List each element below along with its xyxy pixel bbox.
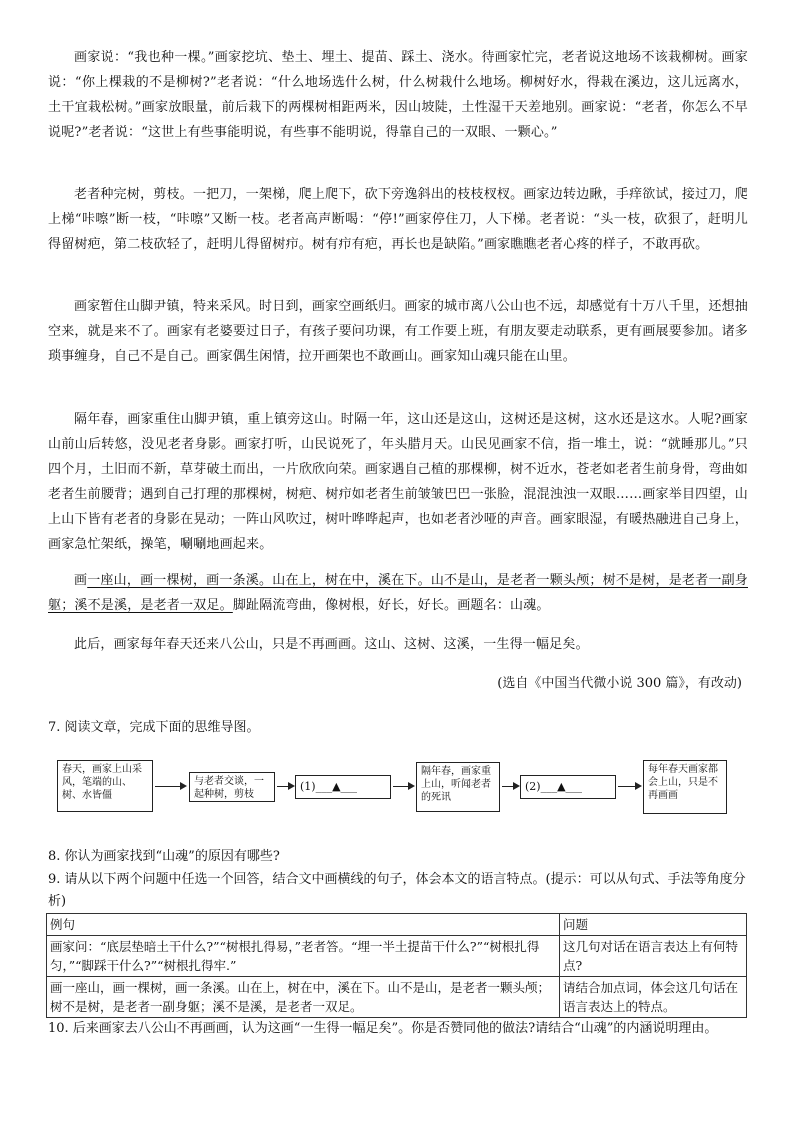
paragraph-5 <box>48 568 748 618</box>
table-cell-question-2: 请结合加点词，体会这几句话在语言表达上的特点。 <box>560 977 747 1018</box>
question-7: 7. 阅读文章，完成下面的思维导图。 <box>48 720 260 735</box>
paragraph-1: 画家说：“我也种一棵。”画家挖坑、垫土、埋土、提苗、踩土、浇水。待画家忙完，老者说这地场不该栽柳树。画家说：“你上棵栽的不是柳树?”老者说：“什么地场选什么树，什么树栽什么地场。柳树好水，得栽在溪边，这儿远离水，土干宜栽松树。”画家放眼量，前后栽下的两棵树相距两米，因山坡陡，土性湿干天差地别。画家说：“老者，你怎么不早说呢?”老者说：“这世上有些事能明说，有些事不能明说，得靠自己的一双眼、一颗心。” <box>48 50 748 140</box>
question-8: 8. 你认为画家找到“山魂”的原因有哪些? <box>48 849 280 864</box>
mindmap-blank-2: (2)___▲___ <box>520 775 616 799</box>
arrow-3-icon <box>393 786 413 787</box>
paragraph-4: 隔年春，画家重住山脚尹镇，重上镇旁这山。时隔一年，这山还是这山，这树还是这树，这水还是这水。人呢?画家山前山后转悠，没见老者身影。画家打听，山民说死了，年头腊月天。山民见画家不信，指一堆土，说：“就睡那儿。”只四个月，土旧而不新，草芽破土而出，一片欣欣向荣。画家遇自己植的那棵柳，树不近水，苍老如老者生前身骨，弯曲如老者生前腰背；遇到自己打理的那棵树，树疤、树疖如老者生前皱皱巴巴一张脸，混混浊浊一双眼……画家举目四望，山上山下皆有老者的身影在晃动；一阵山风吹过，树叶哗哗起声，也如老者沙哑的声音。画家眼湿，有暖热融进自己身上，画家急忙架纸，操笔，唰唰地画起来。 <box>48 412 748 552</box>
paragraph-5-suffix: 脚趾隔流弯曲，像树根，好长，好长。画题名：山魂。 <box>232 598 550 613</box>
paragraph-5-prefix: 画 <box>74 573 88 588</box>
question-9: 9. 请从以下两个问题中任选一个回答，结合文中画横线的句子，体会本文的语言特点。(提示：可以从句式、手法等角度分析) <box>48 872 746 909</box>
underlined-sentence: 一座山，画一棵树，画一条溪。山在上，树在中，溪在下。山不是山，是老者一颗头颅；树不是树，是老者一副身躯；溪不是溪，是老者一双足。 <box>48 573 748 613</box>
table-cell-example-1: 画家问：“底层垫暗土干什么?”“树根扎得易，”老者答。“埋一半土提苗干什么?”“树根扎得匀，”“脚踩干什么?”“树根扎得牢.” <box>47 936 560 977</box>
arrow-2-icon <box>277 786 293 787</box>
table-row <box>47 936 747 977</box>
paragraph-2: 老者种完树，剪枝。一把刀，一架梯，爬上爬下，砍下旁逸斜出的枝枝杈杈。画家边转边瞅，手痒欲试，接过刀，爬上梯“咔嚓”断一枝，“咔嚓”又断一枝。老者高声断喝：“停!”画家停住刀，人下梯。老者说：“头一枝，砍狠了，赶明儿得留树疤，第二枝砍轻了，赶明儿得留树疖。树有疖有疤，再长也是缺陷。”画家瞧瞧老者心疼的样子，不敢再砍。 <box>48 187 748 252</box>
mindmap-box-4: 每年春天画家都会上山，只是不再画画 <box>643 760 727 814</box>
mindmap-blank-1: (1)___▲___ <box>295 775 391 799</box>
source-citation: (选自《中国当代微小说 300 篇》，有改动) <box>497 676 742 691</box>
table-header-example: 例句 <box>47 914 560 936</box>
arrow-4-icon <box>502 786 518 787</box>
mind-map <box>57 758 747 816</box>
paragraph-6: 此后，画家每年春天还来八公山，只是不再画画。这山、这树、这溪，一生得一幅足矣。 <box>74 637 589 652</box>
mindmap-box-1: 春天，画家上山采风，笔端的山、树、水皆僵 <box>57 760 153 812</box>
mindmap-box-3: 隔年春，画家重上山，听闻老者的死讯 <box>416 762 500 812</box>
table-cell-example-2: 画一座山，画一棵树，画一条溪。山在上，树在中，溪在下。山不是山，是老者一颗头颅；树不是树，是老者一副身躯；溪不是溪，是老者一双足。 <box>47 977 560 1018</box>
table-header-question: 问题 <box>560 914 747 936</box>
table-cell-question-1: 这几句对话在语言表达上有何特点? <box>560 936 747 977</box>
table-row <box>47 977 747 1018</box>
paragraph-3: 画家暂住山脚尹镇，特来采风。时日到，画家空画纸归。画家的城市离八公山也不远，却感觉有十万八千里，还想抽空来，就是来不了。画家有老婆要过日子，有孩子要问功课，有工作要上班，有朋友要走动联系，更有画展要参加。诸多琐事缠身，自己不是自己。画家偶生闲情，拉开画架也不敢画山。画家知山魂只能在山里。 <box>48 299 748 364</box>
question-9-table <box>46 913 747 1018</box>
arrow-1-icon <box>155 786 185 787</box>
arrow-5-icon <box>618 786 640 787</box>
mindmap-box-2: 与老者交谈，一起种树，剪枝 <box>189 772 275 802</box>
table-header-row <box>47 914 747 936</box>
question-10: 10. 后来画家去八公山不再画画，认为这画“一生得一幅足矣”。你是否赞同他的做法?请结合“山魂”的内涵说明理由。 <box>48 1021 718 1036</box>
